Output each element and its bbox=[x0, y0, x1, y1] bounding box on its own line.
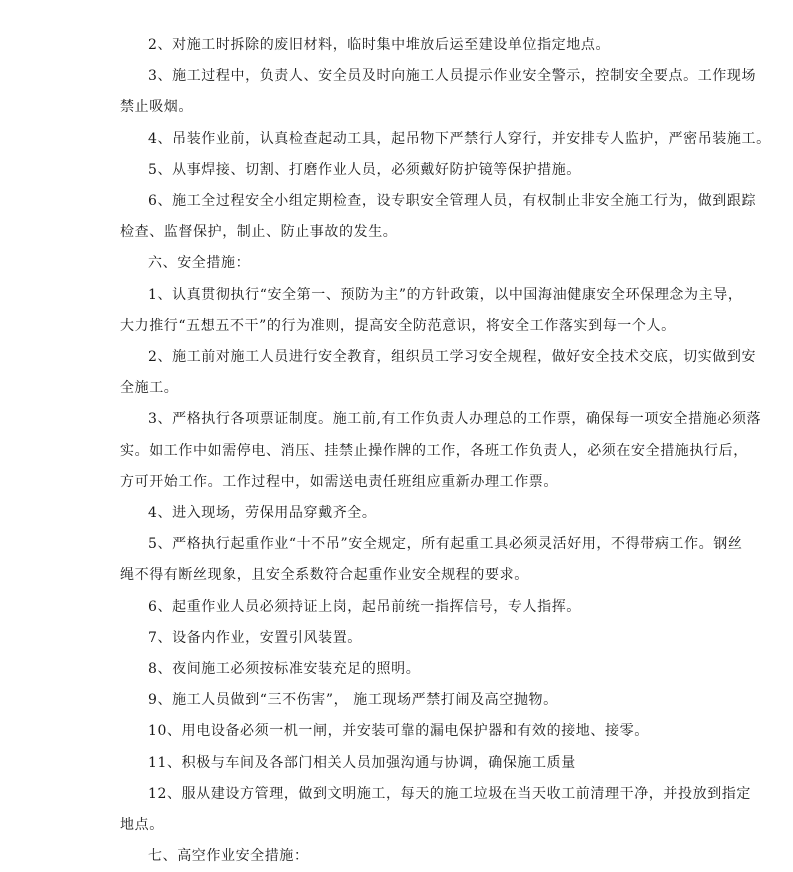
section-heading-text: 七、高空作业安全措施： bbox=[148, 848, 309, 865]
safety-item-12 bbox=[92, 779, 752, 841]
paragraph-line: 全施工。 bbox=[120, 380, 179, 397]
section-heading-high-altitude-safety bbox=[92, 841, 704, 872]
paragraph-line: 3、严格执行各项票证制度。施工前,有工作负责人办理总的工作票，确保每一项安全措施必须落 bbox=[148, 411, 762, 428]
paragraph-line: 方可开始工作。工作过程中，如需送电责任班组应重新办理工作票。 bbox=[120, 473, 558, 490]
paragraph-item-2 bbox=[92, 30, 704, 61]
safety-item-6 bbox=[92, 592, 704, 623]
paragraph-line: 绳不得有断丝现象，且安全系数符合起重作业安全规程的要求。 bbox=[120, 567, 529, 584]
paragraph-item-4 bbox=[92, 124, 771, 155]
safety-item-5 bbox=[92, 529, 743, 591]
safety-item-1 bbox=[92, 280, 743, 342]
document-body bbox=[92, 30, 771, 872]
safety-item-7 bbox=[92, 623, 704, 654]
paragraph-line: 实。如工作中如需停电、消压、挂禁止操作牌的工作，各班工作负责人，必须在安全措施执行后， bbox=[120, 442, 748, 459]
safety-item-8 bbox=[92, 654, 704, 685]
safety-item-2 bbox=[92, 342, 757, 404]
paragraph-line: 7、设备内作业，安置引风装置。 bbox=[148, 629, 362, 646]
paragraph-line: 大力推行“五想五不干”的行为准则，提高安全防范意识，将安全工作落实到每一个人。 bbox=[120, 317, 676, 334]
paragraph-item-3 bbox=[92, 61, 757, 123]
paragraph-line: 2、施工前对施工人员进行安全教育，组织员工学习安全规程，做好安全技术交底，切实做到安 bbox=[148, 349, 757, 366]
paragraph-line: 1、认真贯彻执行“安全第一、预防为主”的方针政策，以中国海油健康安全环保理念为主导， bbox=[148, 286, 743, 303]
paragraph-item-6 bbox=[92, 186, 757, 248]
paragraph-line: 2、对施工时拆除的废旧材料，临时集中堆放后运至建设单位指定地点。 bbox=[148, 37, 611, 53]
safety-item-3 bbox=[92, 404, 762, 498]
paragraph-line: 4、进入现场，劳保用品穿戴齐全。 bbox=[148, 505, 377, 522]
paragraph-line: 4、吊装作业前，认真检查起动工具，起吊物下严禁行人穿行，并安排专人监护，严密吊装施工。 bbox=[148, 130, 771, 147]
paragraph-line: 6、施工全过程安全小组定期检查，设专职安全管理人员，有权制止非安全施工行为，做到跟踪 bbox=[148, 193, 757, 210]
paragraph-line: 6、起重作业人员必须持证上岗，起吊前统一指挥信号，专人指挥。 bbox=[148, 598, 581, 615]
paragraph-line: 12、服从建设方管理，做到文明施工，每天的施工垃圾在当天收工前清理干净，并投放到指定 bbox=[148, 785, 752, 802]
paragraph-line: 3、施工过程中，负责人、安全员及时向施工人员提示作业安全警示，控制安全要点。工作现场 bbox=[148, 68, 757, 85]
paragraph-line: 9、施工人员做到“三不伤害”， 施工现场严禁打闹及高空抛物。 bbox=[148, 692, 558, 709]
paragraph-line: 地点。 bbox=[120, 817, 164, 834]
paragraph-line: 8、夜间施工必须按标准安装充足的照明。 bbox=[148, 661, 421, 678]
safety-item-4 bbox=[92, 498, 704, 529]
section-heading-text: 六、安全措施： bbox=[148, 255, 251, 272]
paragraph-line: 5、严格执行起重作业“十不吊”安全规定，所有起重工具必须灵活好用，不得带病工作。钢丝 bbox=[148, 536, 743, 553]
paragraph-line: 5、从事焊接、切割、打磨作业人员，必须戴好防护镜等保护措施。 bbox=[148, 161, 581, 178]
safety-item-11 bbox=[92, 748, 704, 779]
section-heading-safety-measures bbox=[92, 248, 704, 279]
paragraph-line: 10、用电设备必须一机一闸，并安装可靠的漏电保护器和有效的接地、接零。 bbox=[148, 723, 649, 740]
paragraph-line: 11、积极与车间及各部门相关人员加强沟通与协调，确保施工质量 bbox=[148, 754, 576, 771]
paragraph-line: 检查、监督保护，制止、防止事故的发生。 bbox=[120, 224, 398, 241]
safety-item-10 bbox=[92, 716, 704, 747]
paragraph-line: 禁止吸烟。 bbox=[120, 99, 193, 116]
safety-item-9 bbox=[92, 685, 704, 716]
paragraph-item-5 bbox=[92, 155, 704, 186]
